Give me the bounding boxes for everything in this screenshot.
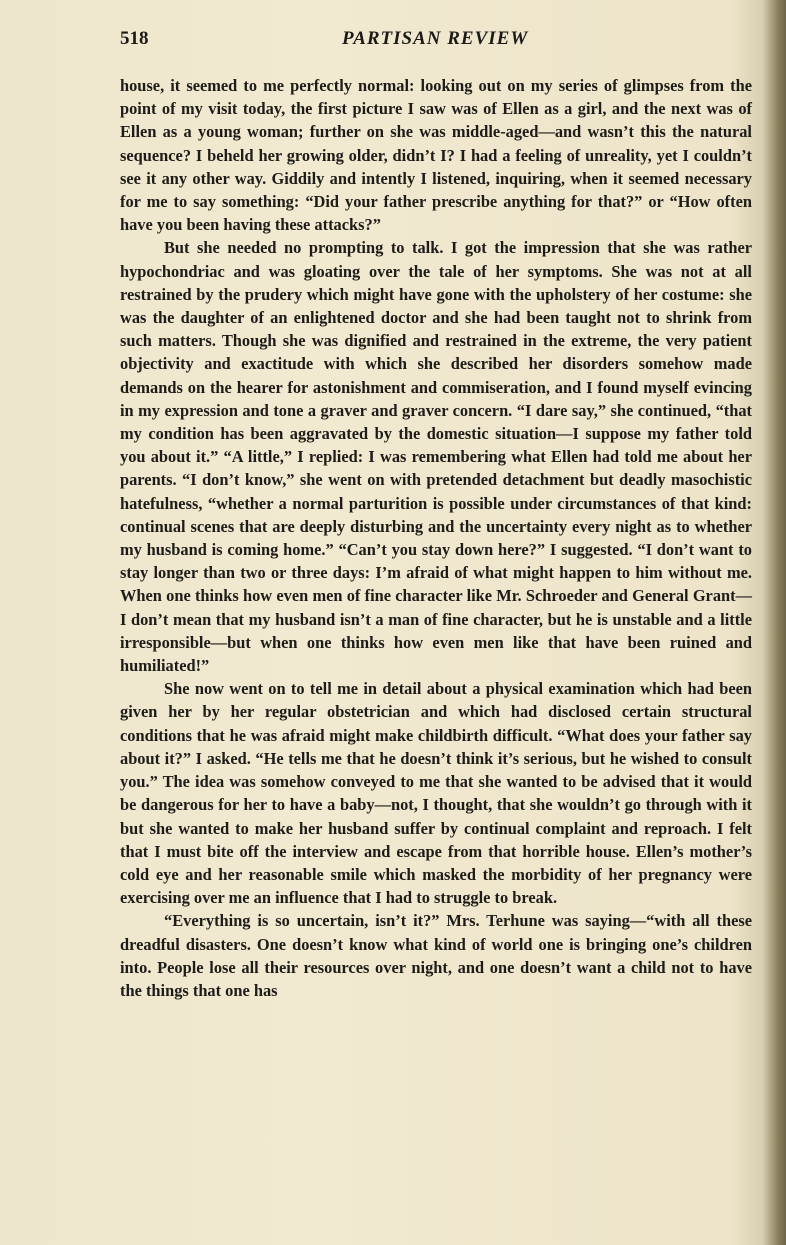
paragraph: But she needed no prompting to talk. I got the impression that she was rather hypochondriac and was gloating over the tale of her symptoms. She was not at all restrained by the prudery which might have gone with the upholstery of her costume: she was the daughter of an enlightened doctor and she had been taught not to shrink from such matters. Though she was dignified and restrained in the extreme, the very patient objectivity and exactitude with which she described her disorders somehow made demands on the hearer for astonishment and commiseration, and I found myself evincing in my expression and tone a graver and graver concern. “I dare say,” she continued, “that my condition has been aggravated by the domestic situation—I suppose my father told you about it.” “A little,” I replied: I was remembering what Ellen had told me about her parents. “I don’t know,” she went on with pretended detachment but deadly masochistic hatefulness, “whether a normal parturition is possible under circumstances of that kind: continual scenes that are deeply disturbing and the uncertainty every night as to whether my husband is coming home.” “Can’t you stay down here?” I suggested. “I don’t want to stay longer than two or three days: I’m afraid of what might happen to him without me. When one thinks how even men of fine character like Mr. Schroeder and General Grant—I don’t mean that my husband isn’t a man of fine character, but he is unstable and a little irresponsible—but when one thinks how even men like that have been ruined and humiliated!” (120, 238, 752, 676)
page-number: 518 (120, 28, 149, 49)
page-header (120, 28, 752, 58)
paragraph: “Everything is so uncertain, isn’t it?” Mrs. Terhune was saying—“with all these dreadful disasters. One doesn’t know what kind of world one is bringing one’s children into. People lose all their resources over night, and one doesn’t want a child not to have the things that one has (120, 911, 752, 1000)
running-head: PARTISAN REVIEW (342, 28, 529, 49)
paragraph: She now went on to tell me in detail about a physical examination which had been given her by her regular obstetrician and which had disclosed certain structural conditions that he was afraid might make childbirth difficult. “What does your father say about it?” I asked. “He tells me that he doesn’t think it’s serious, but he wished to consult you.” The idea was somehow conveyed to me that she wanted to be advised that it would be dangerous for her to have a baby—not, I thought, that she wouldn’t go through with it but she wanted to make her husband suffer by continual complaint and reproach. I felt that I must bite off the interview and escape from that horrible house. Ellen’s mother’s cold eye and her reasonable smile which masked the morbidity of her pregnancy were exercising over me an influence that I had to struggle to break. (120, 679, 752, 908)
body-text (120, 74, 752, 1002)
paragraph: house, it seemed to me perfectly normal: looking out on my series of glimpses from the point of my visit today, the first picture I saw was of Ellen as a girl, and the next was of Ellen as a young woman; further on she was middle-aged—and wasn’t this the natural sequence? I beheld her growing older, didn’t I? I had a feeling of unreality, yet I couldn’t see it any other way. Giddily and intently I listened, inquiring, when it seemed necessary for me to say something: “Did your father prescribe anything for that?” or “How often have you been having these attacks?” (120, 76, 752, 235)
